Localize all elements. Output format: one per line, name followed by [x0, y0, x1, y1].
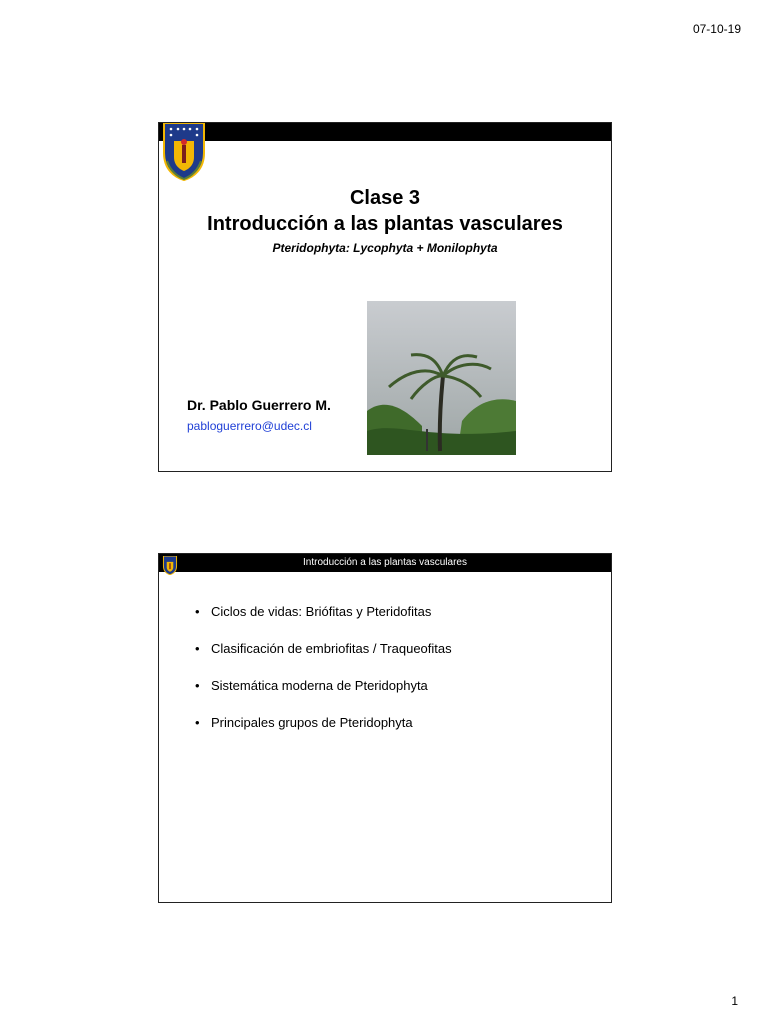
- list-item-text: Ciclos de vidas: Briófitas y Pteridofitas: [211, 604, 432, 619]
- slide-header-bar: [159, 123, 611, 141]
- list-item-text: Clasificación de embriofitas / Traqueofitas: [211, 641, 452, 656]
- title-block: [159, 185, 611, 255]
- author-email-link[interactable]: pabloguerrero@udec.cl: [187, 419, 312, 433]
- list-item: [195, 678, 452, 693]
- slide-agenda: [158, 553, 612, 903]
- slide-title-line1: Clase 3: [349, 187, 421, 209]
- list-item: [195, 604, 452, 619]
- tree-fern-photo: [367, 301, 516, 455]
- bullet-icon: •: [195, 604, 200, 619]
- list-item: [195, 715, 452, 730]
- agenda-list: [195, 604, 452, 752]
- bullet-icon: •: [195, 678, 200, 693]
- page-date: 07-10-19: [692, 22, 741, 36]
- list-item-text: Sistemática moderna de Pteridophyta: [211, 678, 428, 693]
- slide-header-title: Introducción a las plantas vasculares: [303, 557, 467, 568]
- bullet-icon: •: [195, 715, 200, 730]
- author-name: Dr. Pablo Guerrero M.: [187, 397, 331, 413]
- university-crest-logo: [162, 556, 178, 575]
- list-item-text: Principales grupos de Pteridophyta: [211, 715, 413, 730]
- list-item: [195, 641, 452, 656]
- page-number: 1: [731, 994, 738, 1008]
- slide-title: [158, 122, 612, 472]
- university-crest-logo: [161, 123, 207, 181]
- slide-title-line2: Introducción a las plantas vasculares: [207, 213, 563, 235]
- slide-header-bar: [159, 554, 611, 572]
- slide-subtitle: Pteridophyta: Lycophyta + Monilophyta: [272, 241, 498, 255]
- bullet-icon: •: [195, 641, 200, 656]
